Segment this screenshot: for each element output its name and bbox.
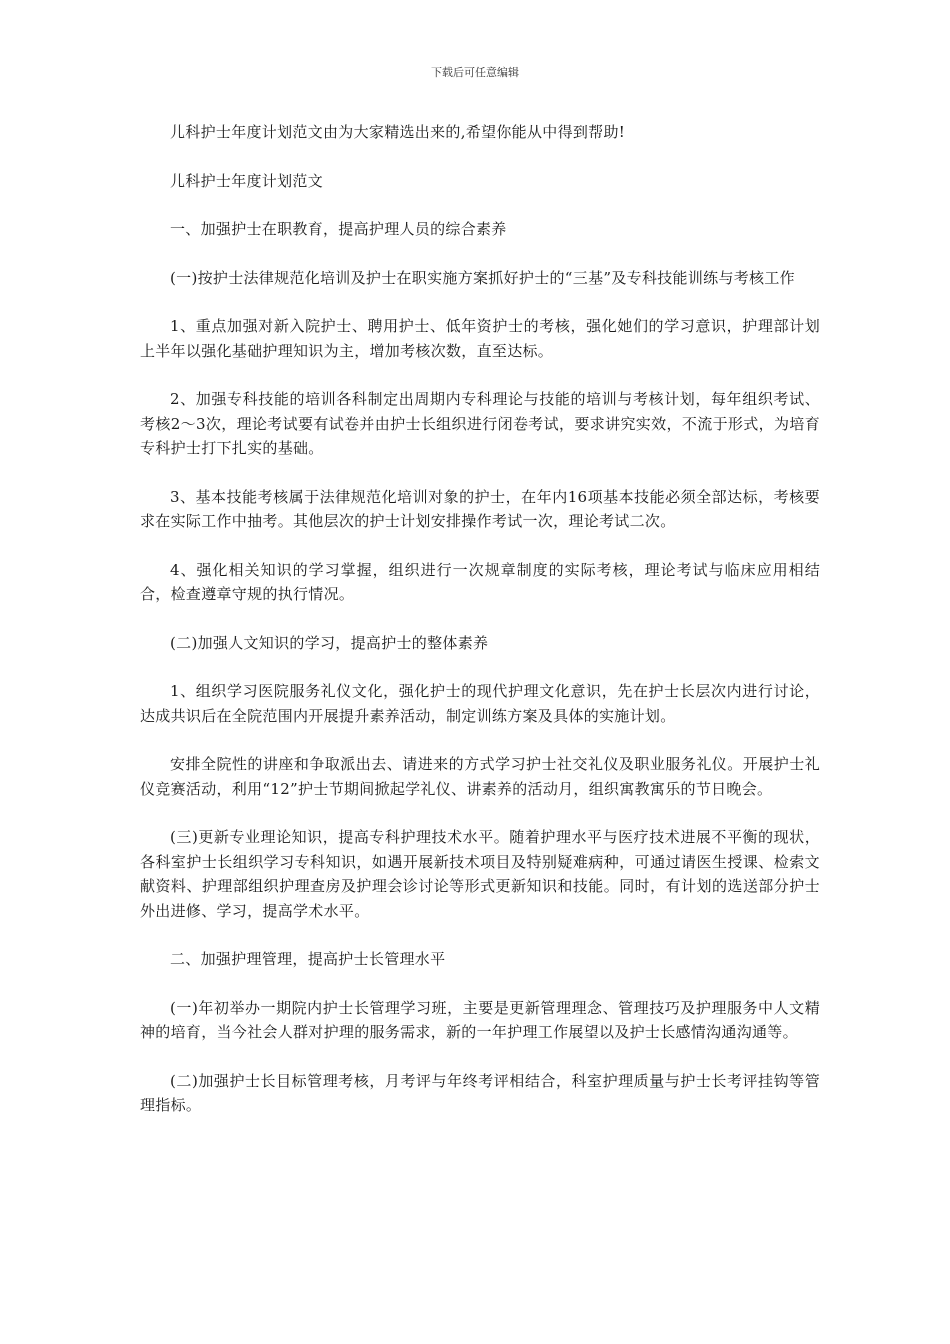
section-heading-1: 一、加强护士在职教育，提高护理人员的综合素养 xyxy=(170,220,507,238)
section-heading-2: 二、加强护理管理，提高护士长管理水平 xyxy=(170,950,446,968)
paragraph-item-4: 4、强化相关知识的学习掌握，组织进行一次规章制度的实际考核，理论考试与临床应用相结合，检查遵章守规的执行情况。 xyxy=(140,560,820,603)
paragraph-item-3: 3、基本技能考核属于法律规范化培训对象的护士，在年内16项基本技能必须全部达标，考核要求在实际工作中抽考。其他层次的护士计划安排操作考试一次，理论考试二次。 xyxy=(140,487,820,530)
subsection-heading-2-1: (一)年初举办一期院内护士长管理学习班，主要是更新管理理念、管理技巧及护理服务中人文精神的培育，当今社会人群对护理的服务需求，新的一年护理工作展望以及护士长感情沟通沟通等。 xyxy=(140,998,820,1041)
document-body xyxy=(140,120,820,1142)
subsection-heading-1-2: (二)加强人文知识的学习，提高护士的整体素养 xyxy=(170,633,489,652)
intro-paragraph: 儿科护士年度计划范文由为大家精选出来的,希望你能从中得到帮助! xyxy=(170,123,626,141)
paragraph-item-1: 1、重点加强对新入院护士、聘用护士、低年资护士的考核，强化她们的学习意识，护理部计划上半年以强化基础护理知识为主，增加考核次数，直至达标。 xyxy=(140,317,820,360)
paragraph-etiquette-lectures: 安排全院性的讲座和争取派出去、请进来的方式学习护士社交礼仪及职业服务礼仪。开展护士礼仪竞赛活动，利用“12”护士节期间掀起学礼仪、讲素养的活动月，组织寓教寓乐的节日晚会。 xyxy=(140,755,820,798)
paragraph-etiquette-item-1: 1、组织学习医院服务礼仪文化，强化护士的现代护理文化意识，先在护士长层次内进行讨论，达成共识后在全院范围内开展提升素养活动，制定训练方案及具体的实施计划。 xyxy=(140,682,820,725)
subsection-heading-2-2: (二)加强护士长目标管理考核，月考评与年终考评相结合，科室护理质量与护士长考评挂钩等管理指标。 xyxy=(140,1071,820,1114)
subsection-heading-1-1: (一)按护士法律规范化培训及护士在职实施方案抓好护士的“三基”及专科技能训练与考核工作 xyxy=(170,268,795,287)
document-title: 儿科护士年度计划范文 xyxy=(170,171,324,190)
subsection-heading-1-3: (三)更新专业理论知识，提高专科护理技术水平。随着护理水平与医疗技术进展不平衡的现状，各科室护士长组织学习专科知识，如遇开展新技术项目及特别疑难病种，可通过请医生授课、检索文献资料、护理部组织护理查房及护理会诊讨论等形式更新知识和技能。同时，有计划的选送部分护士外出进修、学习，提高学术水平。 xyxy=(140,828,820,920)
paragraph-item-2: 2、加强专科技能的培训各科制定出周期内专科理论与技能的培训与考核计划，每年组织考试、考核2～3次，理论考试要有试卷并由护士长组织进行闭卷考试，要求讲究实效，不流于形式，为培育专科护士打下扎实的基础。 xyxy=(140,390,820,457)
page-header: 下载后可任意编辑 xyxy=(431,66,519,79)
